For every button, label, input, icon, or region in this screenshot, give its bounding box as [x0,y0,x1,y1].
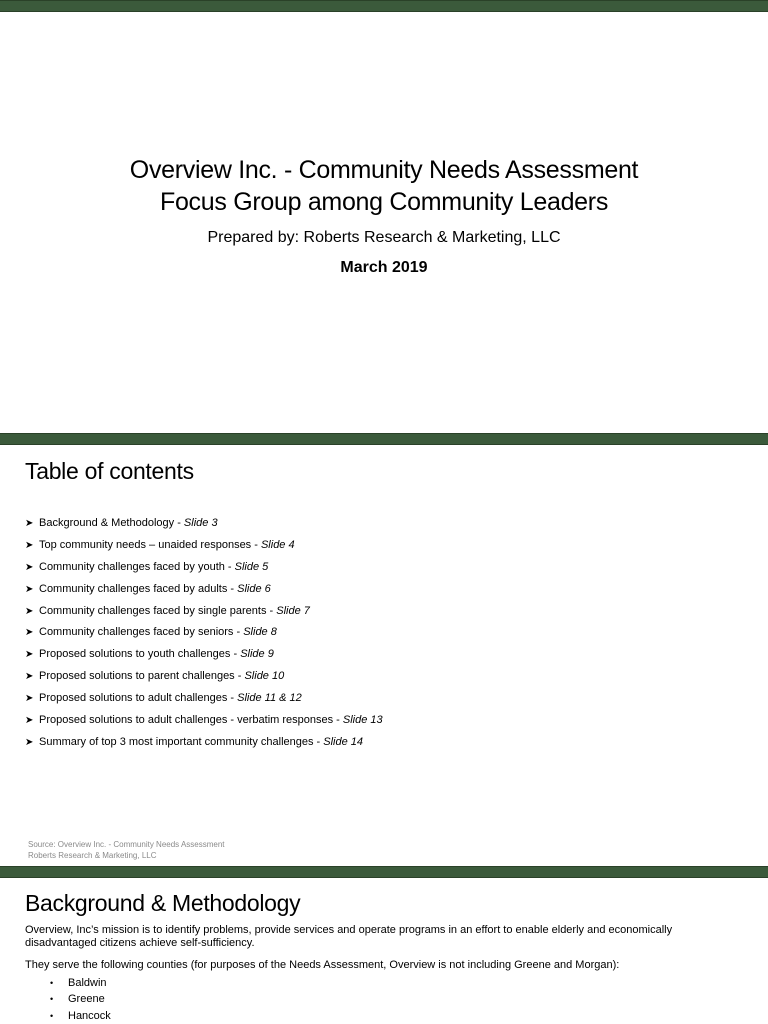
toc-slide-ref: Slide 8 [243,626,277,639]
background-heading: Background & Methodology [25,890,301,916]
county-name: Baldwin [68,977,107,989]
toc-slide-ref: Slide 4 [260,538,295,551]
toc-item-text: Proposed solutions to youth challenges - [39,648,241,661]
toc-item-text: Community challenges faced by adults - [39,582,238,595]
list-item [50,991,111,1007]
county-list [50,975,111,1024]
prepared-by: Prepared by: Roberts Research & Marketing, LLC [207,229,561,246]
toc-list [25,515,383,756]
toc-slide-ref: Slide 5 [234,560,269,573]
toc-slide-ref: Slide 7 [276,604,310,617]
toc-item-text: Community challenges faced by youth - [39,560,235,573]
arrow-bullet-icon: ➤ [25,736,34,748]
toc-item [25,603,383,625]
arrow-bullet-icon: ➤ [25,627,34,639]
arrow-bullet-icon: ➤ [25,561,34,573]
arrow-bullet-icon: ➤ [25,671,34,683]
title-line-2: Focus Group among Community Leaders [159,188,609,216]
title-line-1: Overview Inc. - Community Needs Assessment [129,156,639,184]
toc-item-text: Background & Methodology - [39,517,184,529]
slide-top-bar [0,0,768,12]
toc-item-text: Summary of top 3 most important community challenges - [39,735,324,748]
arrow-bullet-icon: ➤ [25,518,34,529]
list-item [50,975,111,991]
toc-item [25,537,383,559]
arrow-bullet-icon: ➤ [25,715,34,727]
arrow-bullet-icon: ➤ [25,605,34,617]
toc-item [25,668,383,690]
toc-heading: Table of contents [25,458,194,484]
slide-divider-bar [0,866,768,878]
toc-item-text: Community challenges faced by seniors - [39,626,244,639]
mission-paragraph: Overview, Inc’s mission is to identify problems, provide services and operate programs in an effort to enable elderly and economically disadvantaged citizens achieve self-sufficiency. [25,924,673,949]
bullet-icon: • [50,978,54,988]
county-name: Greene [68,993,105,1006]
toc-item [25,646,383,668]
report-date: March 2019 [340,259,428,276]
toc-slide-ref: Slide 13 [342,714,383,727]
counties-intro-paragraph: They serve the following counties (for purposes of the Needs Assessment, Overview is not including Greene and Morgan): [25,959,620,971]
toc-item [25,690,383,712]
toc-item-text: Top community needs – unaided responses - [39,538,261,551]
bullet-icon: • [50,994,54,1005]
arrow-bullet-icon: ➤ [25,693,34,705]
arrow-bullet-icon: ➤ [25,649,34,661]
source-line-1: Source: Overview Inc. - Community Needs Assessment [28,840,225,849]
toc-item [25,515,383,537]
toc-item-text: Proposed solutions to adult challenges - verbatim responses - [39,714,343,727]
toc-item [25,581,383,603]
toc-item-text: Community challenges faced by single parents - [39,604,277,617]
toc-slide-ref: Slide 14 [323,735,364,748]
toc-item [25,734,383,756]
slide1-title [0,154,768,218]
toc-slide-ref: Slide 3 [183,517,218,529]
toc-item-text: Proposed solutions to adult challenges - [39,692,238,705]
toc-slide-ref: Slide 9 [240,648,274,661]
list-item [50,1008,111,1024]
toc-slide-ref: Slide 10 [244,670,285,683]
source-line-2: Roberts Research & Marketing, LLC [28,851,157,860]
toc-item [25,559,383,581]
toc-item [25,624,383,646]
toc-item [25,712,383,734]
bullet-icon: • [50,1010,54,1021]
arrow-bullet-icon: ➤ [25,539,34,551]
slide-divider-bar [0,433,768,445]
toc-slide-ref: Slide 11 & 12 [237,692,302,705]
county-name: Hancock [68,1009,111,1022]
toc-slide-ref: Slide 6 [237,582,271,595]
source-note [28,839,225,861]
arrow-bullet-icon: ➤ [25,583,34,595]
toc-item-text: Proposed solutions to parent challenges - [39,670,245,683]
